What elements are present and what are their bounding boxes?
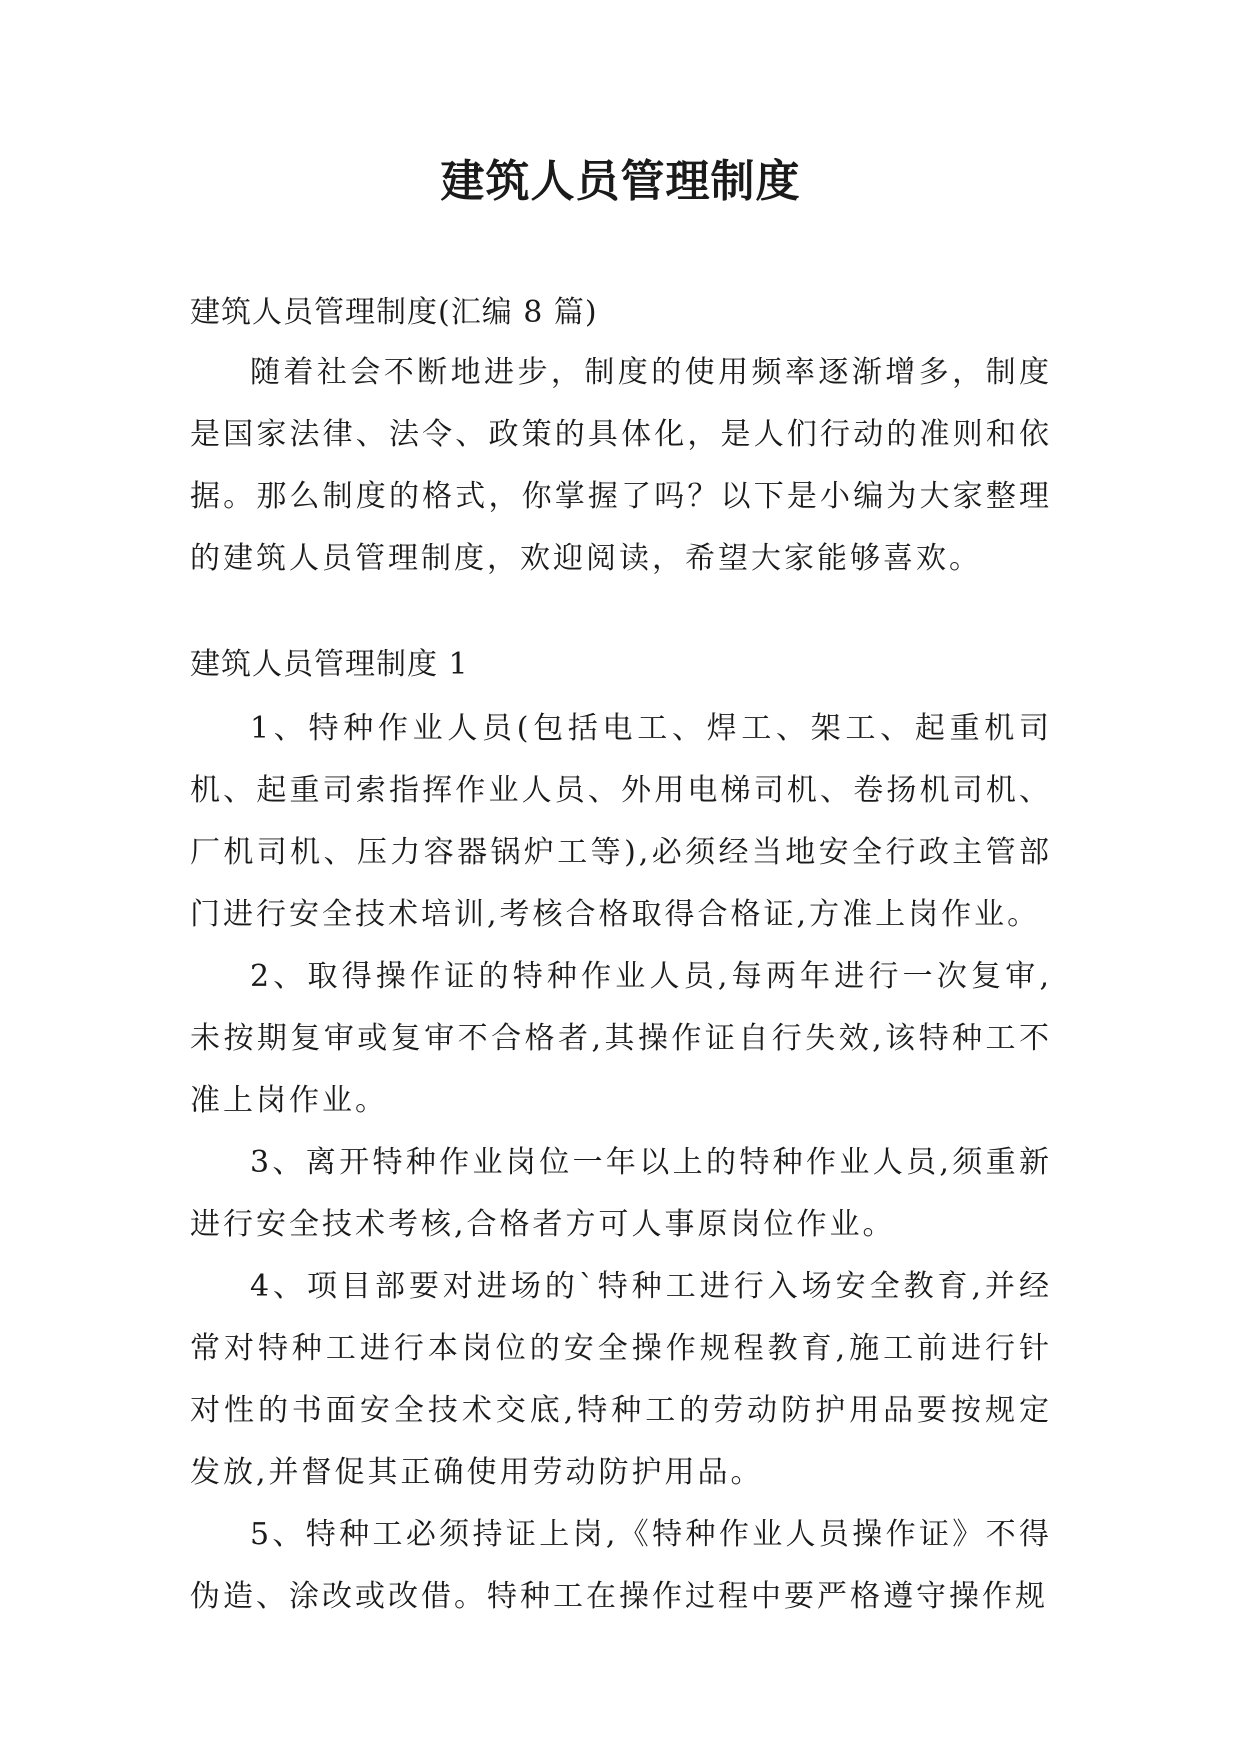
list-item: 2、取得操作证的特种作业人员,每两年进行一次复审,未按期复审或复审不合格者,其操作证自行失效,该特种工不准上岗作业。 <box>190 959 1052 1118</box>
intro-paragraph: 随着社会不断地进步，制度的使用频率逐渐增多，制度是国家法律、法令、政策的具体化，是人们行动的准则和依据。那么制度的格式，你掌握了吗？以下是小编为大家整理的建筑人员管理制度，欢迎阅读，希望大家能够喜欢。 <box>190 355 1052 576</box>
list-item: 3、离开特种作业岗位一年以上的特种作业人员,须重新进行安全技术考核,合格者方可人事原岗位作业。 <box>190 1145 1052 1242</box>
list-item: 4、项目部要对进场的`特种工进行入场安全教育,并经常对特种工进行本岗位的安全操作规程教育,施工前进行针对性的书面安全技术交底,特种工的劳动防护用品要按规定发放,并督促其正确使用劳动防护用品。 <box>190 1269 1052 1490</box>
section-heading: 建筑人员管理制度 1 <box>190 647 469 682</box>
document-title: 建筑人员管理制度 <box>440 156 801 207</box>
document-subtitle: 建筑人员管理制度(汇编 8 篇) <box>190 295 598 330</box>
list-item: 5、特种工必须持证上岗,《特种作业人员操作证》不得伪造、涂改或改借。特种工在操作过程中要严格遵守操作规 <box>190 1517 1052 1614</box>
document-body <box>190 288 1052 1628</box>
list-item: 1、特种作业人员(包括电工、焊工、架工、起重机司机、起重司索指挥作业人员、外用电梯司机、卷扬机司机、厂机司机、压力容器锅炉工等),必须经当地安全行政主管部门进行安全技术培训,考核合格取得合格证,方准上岗作业。 <box>190 711 1052 932</box>
